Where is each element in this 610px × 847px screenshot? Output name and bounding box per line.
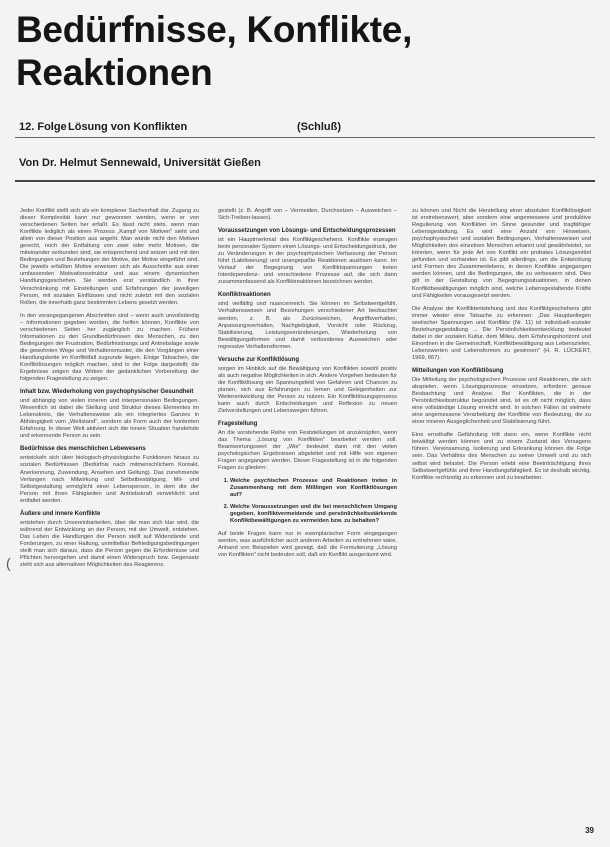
text-column-1	[20, 208, 199, 830]
section-heading: Konfliktreaktionen	[218, 292, 271, 299]
paragraph: gestellt (z. B. Angriff von – Vermeiden, Durchsetzen – Ausweichen – Sich-Treiben-lassen).	[218, 208, 397, 222]
divider-top	[15, 137, 595, 138]
article-topic: Lösung von Konflikten	[68, 121, 188, 133]
paragraph: sind vielfältig und nuancenreich. Sie können im Selbstwertgefühl, Verhaltensweisen und Beziehungen verschiedener Art beobachtet werden, z. B. als Zurückweichen, Angriffsverhalten, Anpassungsverhalten, Nachgiebigkeit, Vorsicht oder Rückzug, Stabilisierung, Leistungsveränderungen, Wiederholung von Bewältigungsformen und damit verbundenes Ausweichen oder regressive Verhaltensformen.	[218, 301, 397, 350]
text-column-3	[412, 208, 591, 830]
section-heading: Fragestellung	[218, 421, 258, 428]
paragraph: zu können und Nicht die Herstellung einer absoluten Konfliktlosigkeit ist erstrebenswert, aber sondern eine angemessene und produktive Regulierung von Konflikten im Sinne gesunder und tragfähiger Lebensgestaltung. Es wird eine Anzahl von Hinweisen, psychophysischen und sozialen Bedingungen, Verhaltensweisen und Möglichkeiten des einzelnen Menschen erkannt und gewährleistet, so könnten, wenn für jede Art von Konflikt ein probates Lösungsmittel gefunden und vorhanden ist. Es gibt allerdings, um die Entwicklung und Formen des Zusammenlebens, in denen Konflikte angegangen werden können, und die Bedingungen, die zu verbessern sind. Dies gilt in der Gestaltung von Begegnungssituationen, in denen Konfliktbewältigungen möglich sind, welche Lebensgestaltende Kräfte und Fähigkeiten vorausgesetzt werden.	[412, 208, 591, 299]
page-number: 39	[585, 826, 594, 835]
series-label: 12. Folge	[19, 121, 67, 133]
section-heading: Äußere und innere Konflikte	[20, 510, 101, 517]
paragraph: und abhängig von vielen inneren und interpersonalen Bedingungen. Wesentlich ist dabei die Stellung und Struktur dieses Elementes im Lebenskreis, die Verhaltensweise als ein integriertes Ganzes in Abhängigkeit vom „Weltstand", sondern als Form auch der konkreten Erfahrung. In dieser Welt aktiviert sich die innere Situation handelnde und erkennende Person zu sein.	[20, 398, 199, 440]
paragraph: In den vorangegangenen Abschnitten sind – wenn auch unvollständig – Informationen gegeben worden, die helfen können, Konflikte von verschiedenen Seiten her zugänglich zu machen. Frühere Informationen zu den Grundbedürfnissen des Menschen, zu den Bedingungen der Frustration, Bedürfnisdrangs und Antriebslage sowie die gewohnten Wege und Verhaltensmuster, die den Vorgängen einer Handlungskette im Konfliktfall zugrunde liegen. Einige Tatsachen, die Konfliktlösungen möglich machen, sind in der Folge dargestellt; die Ergebnisse zeigen das Wirken der gedanklichen Vorbereitung der folgenden Fragestellung zu zeigen.	[20, 312, 199, 383]
paragraph: entstehen durch Unvereinbarkeiten, über die man sich klar wird, die während der Entwicklung an der Person, mit der Umwelt, entstehen. Das Leben die Handlungen der Person stellt auf Widerstände und Forderungen, zu einer Haltung, unmittelbar Befriedigungsbedingungen stellt man sich daraus, dass die Person gegen die Erfordernisse und Pflichten hervorgehen und damit einen Widerspruch bzw. Gegensatz zieht sich aus alternativen Möglichkeiten des Reagierens.	[20, 519, 199, 569]
author-byline: Von Dr. Helmut Sennewald, Universität Gießen	[19, 157, 261, 169]
paragraph: An die vorstehende Reihe von Feststellungen ist anzuknüpfen, wenn das Thema „Lösung von Konflikten" bearbeitet werden soll. Beantwortungswert der „Wie" bedeutet dann mit den vielen psychologischen Ergebnissen abgeleitet und mit Hilfe von eigenen Fragen angegangen werden. Dieser Fragestellung ist in die folgenden Fragen zu gliedern:	[218, 430, 397, 472]
paragraph: Die Analyse der Konfliktentstehung und des Konfliktgeschehens gibt immer wieder eine Tatsache zu erkennen: „Das Hauptanliegen seelischer Spannungen und Konflikte (Nr. 11) ist individuell-sozialer Beziehungsgestaltung ... Die Persönlichkeitsentwicklung bedeutet dabei in der sozialen Kultur, dem Milieu, dem Erfahrungshorizont und Einordnen in die Gemeinschaft, Konfliktbewältigung aus Lebenszielen, Lebenswerten und Lebensformen zu gewinnen" (H. R. LÜCKERT, 1969, 667).	[412, 305, 591, 361]
paragraph: Jeder Konflikt stellt sich als ein komplexer Sachverhalt dar. Zugang zu dieser Komplexität kann nur gewonnen werden, wenn er von verschiedenen Seiten her erfaßt. Es lässt nicht stets, wenn man Konflikte lediglich als einen Prozess „Kampf von Motiven" sieht und allein von dieser Position aus angeht. Man würde nicht den Motiven gerecht, noch der Entfaltung von zwei oder mehr Motiven, die miteinander verbunden sind, sie entsprechend und setzen und mit den Bedingungen und Beziehungen der Motive, der Motive eingeführt sind. Die jeweils erfaßten Motive erweisen sich als Ausschnitte aus einer umfassenden Motivationsstruktur und aus einem dynamischen Handlungsgeschehen. Sie werden erst verständlich in ihrer Verschränkung mit Einstellungen und Erfahrungen der jeweiligen Person, mit sozialen Einflüssen und nicht zuletzt mit den sozialen Rollen, die innerhalb ganz bestimmten Lebens gesetzt werden.	[20, 208, 199, 306]
question-item: 2. Welche Voraussetzungen und die bei menschlichem Umgang gegeben, konfliktvermeidende und persönlichkeitsstärkende Konfliktbewältigungen zu vermeiden bzw. zu behalten?	[230, 504, 397, 525]
scan-edge-mark: (	[6, 555, 11, 571]
section-heading: Bedürfnisse des menschlichen Lebewesens	[20, 446, 146, 453]
paragraph: Auf beide Fragen kann nur in exemplarischer Form eingegangen werden, was ausführlicher auch anderen Arbeiten zu entnehmen wäre. Anhand von Beispielen wird gezeigt, daß die Formulierung „Lösung von Konflikten" nicht bedeuten soll, daß ein Konflikt ausgeräumt wird.	[218, 530, 397, 558]
title-line-1: Bedürfnisse, Konflikte,	[16, 9, 413, 50]
article-title	[16, 8, 576, 94]
section-heading: Mitteilungen von Konfliktlösung	[412, 367, 504, 374]
section-heading: Voraussetzungen von Lösungs- und Entscheidungsprozessen	[218, 228, 396, 235]
divider-bottom	[15, 180, 595, 182]
end-marker: (Schluß)	[297, 121, 341, 133]
paragraph: Eine ernsthafte Gefährdung tritt dann ein, wenn Konflikte nicht bewältigt werden können und zu einem Zustand des Versagens führen. Vereinsamung, Isolierung und Erkrankung können die Folge sein. Das Verhältnis des Menschen zu seiner Umwelt und zu sich selbst wird belastet. Die Person erlebt eine Beeinträchtigung ihres Selbstwertgefühls und ihrer Handlungsfähigkeit. Es ist deshalb wichtig, Konflikte rechtzeitig zu erkennen und zu bearbeiten.	[412, 432, 591, 481]
section-heading: Inhalt bzw. Wiederholung von psychophysischer Gesundheit	[20, 389, 194, 396]
paragraph: ist ein Hauptmerkmal des Konfliktgeschehens. Konflikte erzeugen beim personalen System einen Lösungs- und Entscheidungsdruck, der zu Veränderungen in der psychophysischen Verfassung der Person führt (Labilisierung) und unangepaßte Reaktionen auslösen kann. Im Verlauf der Begegnung von Konfliktspannungen treten Interdependenz- und verschiedene Prozesse auf, die sich dann zusammenfassend als Konfliktreaktionen bezeichnen werden.	[218, 237, 397, 286]
title-line-2: Reaktionen	[16, 52, 213, 93]
paragraph: Die Mitteilung der psychologischen Prozesse und Reaktionen, die sich abspielen, wenn Lösungsprozesse einsetzen, erfordern genaue Beobachtung und Analyse. Bei Konflikten, die in der Persönlichkeitsstruktur begründet sind, ist es oft nicht möglich, dass eine vollständige Lösung erreicht wird. In solchen Fällen ist vielmehr eine angemessene Verarbeitung der Konflikte von Bedeutung, die zu einer inneren Ausgeglichenheit und Stabilisierung führt.	[412, 376, 591, 426]
paragraph: entwickeln sich über biologisch-physiologische Funktionen hinaus zu sozialen Bedürfnissen (Bedürfnis nach mitmenschlichem Kontakt, Anerkennung, Zuwendung, Ansehen und Geltung). Das zunehmende Verlangen nach Mitwirkung und Selbstbestätigung, Mit- und Selbstgestaltung ermöglicht einer Lebensperson, in dem die der Person mit ihren Fähigkeiten und Antriebskraft verwirklicht und entfaltet werden.	[20, 455, 199, 504]
section-heading: Versuche zur Konfliktlösung	[218, 356, 300, 363]
question-list	[230, 478, 397, 524]
question-item: 1. Welche psychischen Prozesse und Reaktionen treten in Zusammenhang mit dem Mißlingen von Konfliktlösungen auf?	[230, 478, 397, 499]
text-column-2	[218, 208, 397, 830]
paragraph: sorgen im Hinblick auf die Bewältigung von Konflikten sowohl positiv als auch negative Möglichkeiten in sich. Andere Vorgehen bedeuten für die Konfliktlösung ein Spannungsfeld von Gefahren und Chancen zu planen, sich aus Erfahrungen zu lernen und Gelegenheiten zur Weiterentwicklung der Person zu nutzen. Ein Konfliktlösungsprozess kann auch durch Entscheidungen und Reflexion zu neuen Zielvorstellungen und Lebenswegen führen.	[218, 365, 397, 415]
